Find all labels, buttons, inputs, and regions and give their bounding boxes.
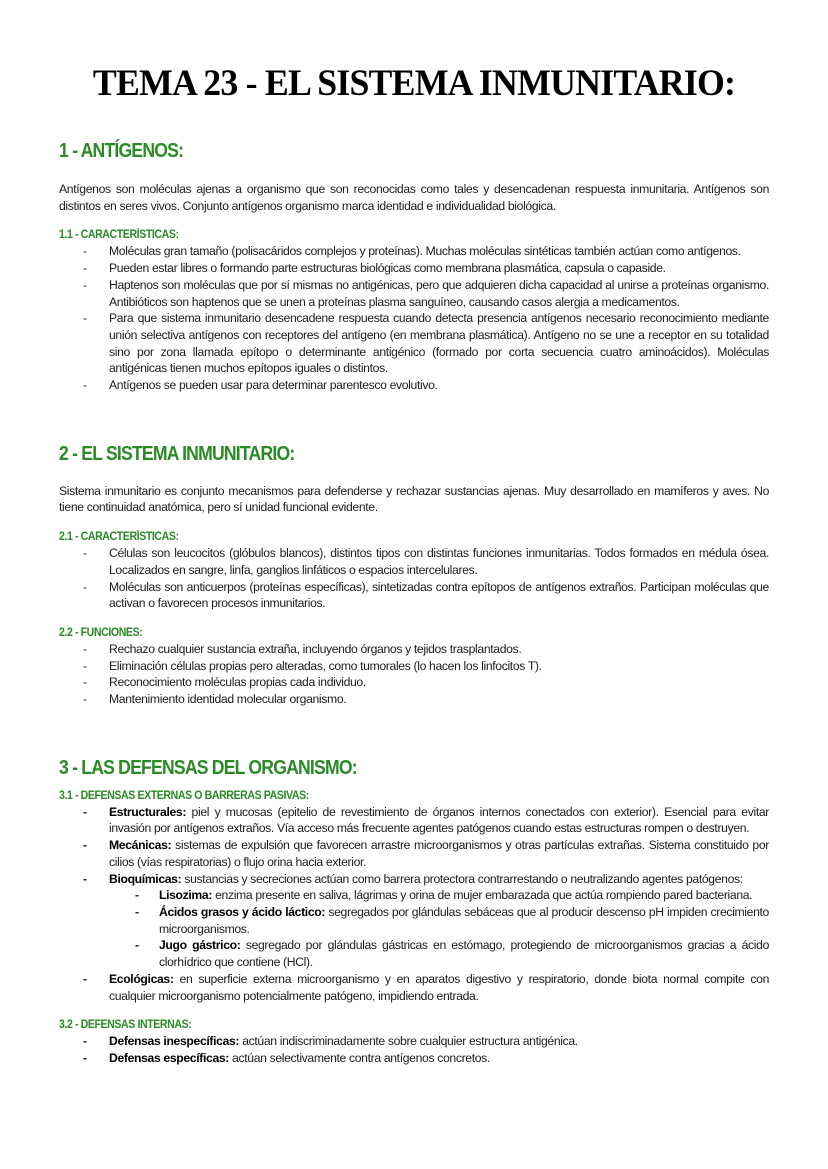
desc-gastric-juice: segregado por glándulas gástricas en estómago, protegiendo de microorganismos gracias a ácido clorhídrico que contiene (HCl). [159,938,770,970]
term-structural: Estructurales: [109,804,187,819]
external-defenses-list [59,804,769,1004]
list-item-nonspecific [109,1033,769,1050]
subsection-heading-internal-defenses: 3.2 - DEFENSAS INTERNAS: [59,1019,192,1032]
term-biochemical: Bioquímicas: [109,871,182,886]
immune-characteristics-list [59,545,769,612]
subsection-heading-antigen-characteristics: 1.1 - CARACTERÍSTICAS: [59,229,179,242]
list-item: - Moléculas gran tamaño (polisacáridos complejos y proteínas). Muchas moléculas sintéticas también actúan como antígenos. [109,243,769,260]
list-item: - Haptenos son moléculas que por sí mismas no antigénicas, pero que adquieren dicha capacidad al unirse a proteínas organismo. Antibióticos son haptenos que se unen a proteínas plasma sanguíneo, causando casos alergia a medicamentos. [109,277,769,310]
list-item-gastric-juice [159,937,769,970]
list-item-structural [109,804,769,837]
section-heading-body-defenses: 3 - LAS DEFENSAS DEL ORGANISMO: [59,756,357,779]
desc-lysozyme: enzima presente en saliva, lágrimas y orina de mujer embarazada que actúa rompiendo pared bacteriana. [212,888,753,903]
term-ecological: Ecológicas: [109,971,174,986]
desc-fatty-acids: segregados por glándulas sebáceas que al producir descenso pH impiden crecimiento microorganismos. [159,904,769,936]
term-specific: Defensas específicas: [109,1050,230,1065]
list-item: - Mantenimiento identidad molecular organismo. [109,691,769,708]
biochemical-sublist [109,887,769,971]
list-item-specific [109,1050,769,1067]
list-item: - Pueden estar libres o formando parte estructuras biológicas como membrana plasmática, capsula o capaside. [109,260,769,277]
list-item: - Células son leucocitos (glóbulos blancos), distintos tipos con distintas funciones inmunitarias. Todos formados en médula ósea. Localizados en sangre, linfa, ganglios linfáticos o espacios intercelulares. [109,545,769,578]
list-item-lysozyme [159,887,769,904]
desc-nonspecific: actúan indiscriminadamente sobre cualquier estructura antigénica. [239,1034,578,1049]
list-item: - Antígenos se pueden usar para determinar parentesco evolutivo. [109,377,769,394]
section-heading-immune-system: 2 - EL SISTEMA INMUNITARIO: [59,442,295,465]
subsection-heading-immune-characteristics: 2.1 - CARACTERÍSTICAS: [59,531,179,544]
list-item: - Moléculas son anticuerpos (proteínas específicas), sintetizadas contra epítopos de antígenos extraños. Participan moléculas que activan o favorecen procesos inmunitarios. [109,579,769,612]
desc-biochemical: sustancias y secreciones actúan como barrera protectora contrarrestando o neutralizando agentes patógenos: [181,871,743,886]
list-item: - Para que sistema inmunitario desencadene respuesta cuando detecta presencia antígenos necesario reconocimiento mediante unión selectiva antígenos con receptores del antígeno (en membrana plasmática). Antígeno no se une a receptor en su totalidad sino por zona llamada epítopo o determinante antigénico (formado por corta secuencia cuatro aminoácidos). Moléculas antigénicas tienen muchos epítopos iguales o distintos. [109,310,769,377]
section-heading-antigens: 1 - ANTÍGENOS: [59,140,184,162]
list-item: - Eliminación células propias pero alteradas, como tumorales (lo hacen los linfocitos T). [109,658,769,675]
subsection-heading-external-defenses: 3.1 - DEFENSAS EXTERNAS O BARRERAS PASIVAS: [59,789,309,802]
list-item-biochemical [109,871,769,971]
subsection-heading-immune-functions: 2.2 - FUNCIONES: [59,626,143,639]
desc-structural: piel y mucosas (epitelio de revestimiento de órganos internos conectados con exterior). Esencial para evitar invasión por antígenos extraños. Vía acceso más frecuente agentes patógenos cuando estas estructuras rompen o destruyen. [109,804,769,836]
list-item-fatty-acids [159,904,769,937]
term-nonspecific: Defensas inespecíficas: [109,1034,240,1049]
page-title: TEMA 23 - EL SISTEMA INMUNITARIO: [92,62,736,103]
immune-functions-list [59,641,769,708]
section-intro-immune-system: Sistema inmunitario es conjunto mecanismos para defenderse y rechazar sustancias ajenas. Muy desarrollado en mamíferos y aves. No tiene continuidad anatómica, pero sí unidad funcional evidente. [59,483,769,515]
desc-ecological: en superficie externa microorganismo y en aparatos digestivo y respiratorio, donde biota normal compite con cualquier microorganismo potencialmente patógeno, impidiendo entrada. [109,971,769,1003]
desc-mechanical: sistemas de expulsión que favorecen arrastre microorganismos y otras partículas extrañas. Sistema constituido por cilios (vías respiratorias) o flujo orina hacia exterior. [109,838,769,869]
term-gastric-juice: Jugo gástrico: [159,938,241,953]
list-item: - Rechazo cualquier sustancia extraña, incluyendo órganos y tejidos trasplantados. [109,641,769,658]
antigen-characteristics-list [59,243,769,393]
term-mechanical: Mecánicas: [109,838,172,853]
list-item-mechanical [109,837,769,870]
internal-defenses-list [59,1033,769,1066]
term-lysozyme: Lisozima: [159,888,213,903]
section-intro-antigens: Antígenos son moléculas ajenas a organismo que son reconocidas como tales y desencadenan respuesta inmunitaria. Antígenos son distintos en seres vivos. Conjunto antígenos organismo marca identidad e individualidad biológica. [59,182,769,213]
list-item-ecological [109,971,769,1004]
desc-specific: actúan selectivamente contra antígenos concretos. [229,1050,490,1065]
list-item: - Reconocimiento moléculas propias cada individuo. [109,674,769,691]
term-fatty-acids: Ácidos grasos y ácido láctico: [159,904,326,919]
